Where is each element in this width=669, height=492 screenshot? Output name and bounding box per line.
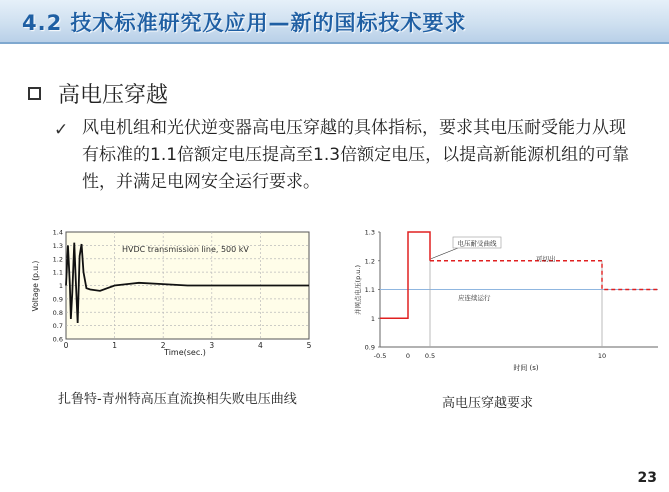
chart2-caption: 高电压穿越要求 (442, 396, 534, 411)
chart1-y-tick-label: 0.9 (52, 295, 63, 304)
chart2-y-tick-label: 1 (370, 314, 375, 323)
chart1-x-tick-label: 1 (112, 341, 117, 350)
chart2-ylabel: 并网点电压(p.u.) (354, 265, 362, 315)
chart2-xlabel: 时间 (s) (513, 364, 539, 372)
chart1-y-tick-label: 1.4 (52, 228, 63, 237)
chart1-y-tick-label: 1.2 (52, 255, 63, 264)
chart1-x-tick-label: 3 (209, 341, 215, 350)
chart2-y-tick-label: 1.1 (364, 286, 375, 294)
chart2-ride-through-line (380, 232, 430, 318)
chart1-x-tick-label: 2 (160, 341, 166, 350)
square-bullet-icon (28, 87, 41, 100)
checkmark-icon: ✓ (54, 120, 69, 140)
chart2-x-tick-label: -0.5 (373, 352, 387, 360)
chart2-y-tick-label: 1.2 (364, 257, 375, 266)
chart2-trip-boundary-line (430, 261, 658, 290)
chart2-continuous-label: 应连续运行 (458, 294, 491, 302)
chart2-label-pointer (431, 248, 458, 259)
chart2-y-tick-label: 0.9 (364, 343, 375, 352)
slide-title: 4.2 技术标准研究及应用—新的国标技术要求 (22, 11, 467, 35)
chart1-y-tick-label: 0.6 (52, 335, 63, 344)
chart2-x-tick-label: 10 (597, 352, 607, 360)
page-number: 23 (637, 470, 657, 486)
chart1-annotation: HVDC transmission line, 500 kV (122, 245, 249, 254)
title-bar (0, 0, 669, 44)
hvdc-voltage-chart (30, 222, 320, 362)
chart1-y-tick-label: 0.8 (52, 308, 63, 317)
body-paragraph: 风电机组和光伏逆变器高电压穿越的具体指标，要求其电压耐受能力从现有标准的1.1倍额定电压提高至1.3倍额定电压，以提高新能源机组的可靠性，并满足电网安全运行要求。 (82, 118, 630, 192)
chart1-x-tick-label: 5 (306, 341, 312, 350)
chart1-y-tick-label: 1 (58, 282, 63, 290)
chart1-y-tick-label: 1.3 (52, 241, 63, 250)
section-heading: 高电压穿越 (58, 83, 169, 108)
hvrt-requirement-chart (348, 222, 660, 382)
chart2-ride-through-label: 电压耐受曲线 (457, 239, 497, 248)
chart2-trip-label: 可切出 (536, 255, 556, 263)
chart1-ylabel: Voltage (p.u.) (31, 260, 40, 312)
chart2-x-tick-label: 0 (405, 352, 411, 360)
chart1-x-tick-label: 0 (63, 341, 69, 350)
chart1-x-tick-label: 4 (258, 341, 263, 350)
chart1-caption: 扎鲁特-青州特高压直流换相失败电压曲线 (58, 392, 297, 407)
chart1-y-tick-label: 1.1 (52, 268, 63, 277)
chart2-y-tick-label: 1.3 (364, 228, 375, 237)
chart2-x-tick-label: 0.5 (424, 352, 436, 360)
chart1-y-tick-label: 0.7 (52, 322, 63, 331)
chart1-xlabel: Time(sec.) (164, 348, 206, 357)
